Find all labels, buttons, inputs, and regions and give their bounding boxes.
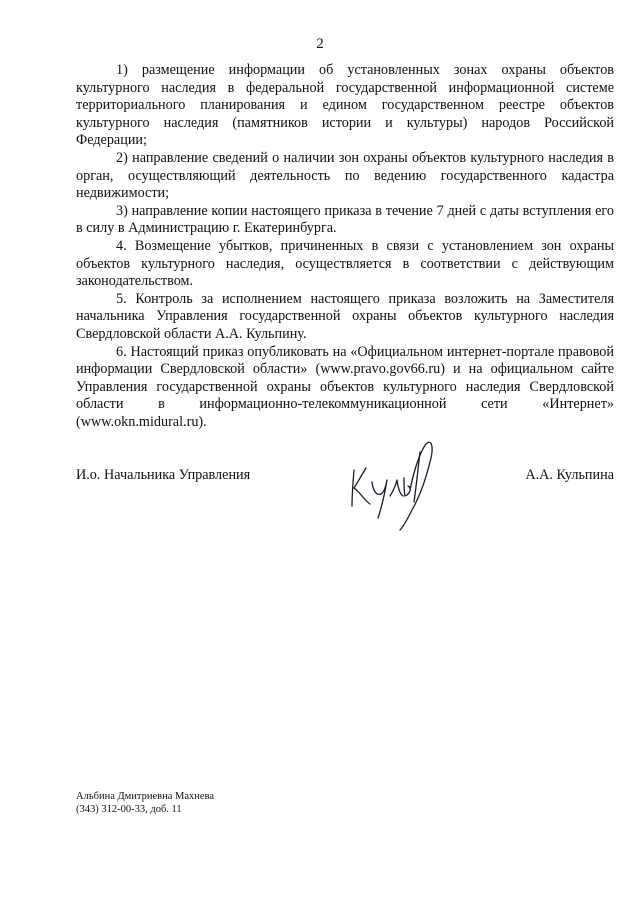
page-number: 2 xyxy=(316,36,324,52)
signatory-name: А.А. Кульпина xyxy=(525,467,614,483)
paragraph-item: 4. Возмещение убытков, причиненных в связи с установлением зон охраны объектов культурного наследия, осуществляется в соответствии с действующим законодательством. xyxy=(76,237,614,290)
paragraph-item: 6. Настоящий приказ опубликовать на «Официальном интернет-портале правовой информации Свердловской области» (www.pravo.gov66.ru) и на официальном сайте Управления государственной охраны объектов культурного наследия Свердловской области в информационно-телекоммуникационной сети «Интернет» (www.okn.midural.ru). xyxy=(76,343,614,430)
paragraph-item: 2) направление сведений о наличии зон охраны объектов культурного наследия в орган, осуществляющий деятельность по ведению государственного кадастра недвижимости; xyxy=(76,149,614,202)
executor-phone: (343) 312-00-33, доб. 11 xyxy=(76,804,182,815)
paragraph-item: 3) направление копии настоящего приказа в течение 7 дней с даты вступления его в силу в Администрацию г. Екатеринбурга. xyxy=(76,202,614,237)
executor-info xyxy=(76,790,214,816)
paragraph-item: 1) размещение информации об установленных зонах охраны объектов культурного наследия в федеральной государственной информационной системе территориального планирования и едином государственном реестре объектов культурного наследия (памятников истории и культуры) народов Российской Федерации; xyxy=(76,62,614,149)
handwritten-signature xyxy=(340,430,440,540)
document-body xyxy=(76,62,614,431)
executor-name: Альбина Дмитриевна Махнева xyxy=(76,791,215,802)
paragraph-item: 5. Контроль за исполнением настоящего приказа возложить на Заместителя начальника Управления государственной охраны объектов культурного наследия Свердловской области А.А. Кульпину. xyxy=(76,290,614,342)
signatory-position: И.о. Начальника Управления xyxy=(76,467,251,483)
